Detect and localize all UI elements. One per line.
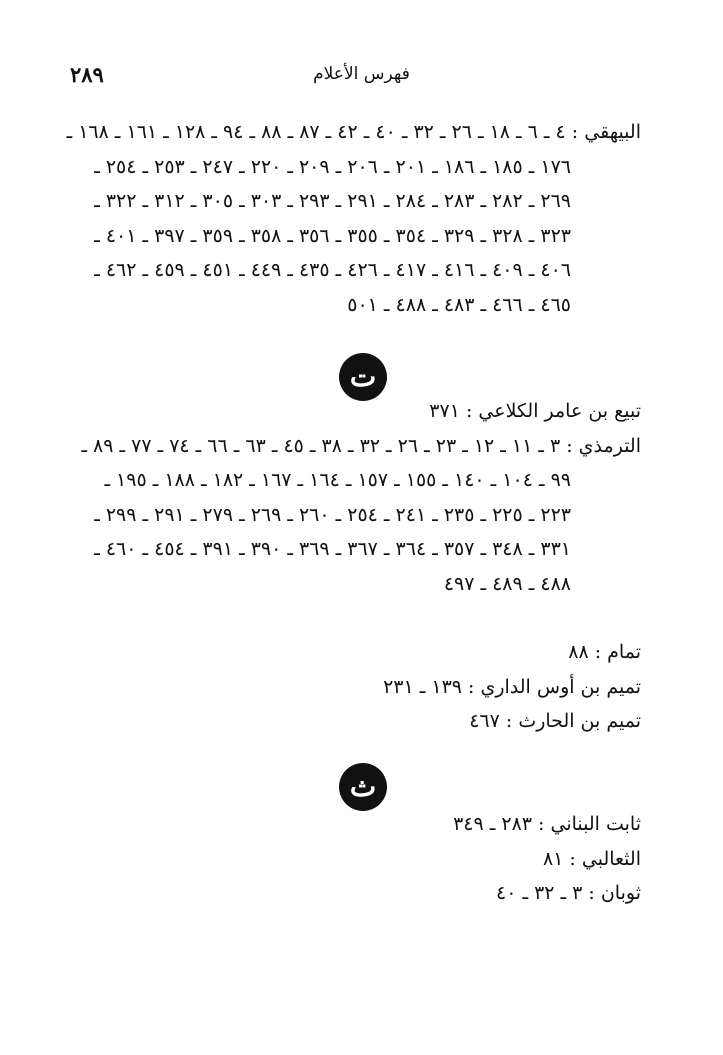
index-entry: الثعالبي : ٨١	[542, 847, 641, 870]
index-entry: تبيع بن عامر الكلاعي : ٣٧١	[429, 400, 641, 422]
entries-thaa	[70, 807, 641, 911]
index-entry: تميم بن أوس الداري : ١٣٩ ـ ٢٣١	[383, 675, 641, 698]
index-entry: تمام : ٨٨	[568, 641, 641, 663]
index-entry-continuation: ٣٣١ ـ ٣٤٨ ـ ٣٥٧ ـ ٣٦٤ ـ ٣٦٧ ـ ٣٦٩ ـ ٣٩٠ ـ ٣٩١ ـ ٤٥٤ ـ ٤٦٠ ـ	[94, 538, 571, 560]
index-entry-continuation: ٩٩ ـ ١٠٤ ـ ١٤٠ ـ ١٥٥ ـ ١٥٧ ـ ١٦٤ ـ ١٦٧ ـ ١٨٢ ـ ١٨٨ ـ ١٩٥ ـ	[104, 469, 571, 491]
index-entry-continuation: ١٧٦ ـ ١٨٥ ـ ١٨٦ ـ ٢٠١ ـ ٢٠٦ ـ ٢٠٩ ـ ٢٢٠ ـ ٢٤٧ ـ ٢٥٣ ـ ٢٥٤ ـ	[94, 155, 571, 178]
index-entry: ثوبان : ٣ ـ ٣٢ ـ ٤٠	[496, 882, 641, 904]
entries-taa	[70, 394, 641, 601]
section-letter-taa: ت	[339, 353, 387, 401]
page-header	[70, 62, 653, 92]
section-letter-thaa: ث	[339, 763, 387, 811]
index-entry-continuation: ٣٢٣ ـ ٣٢٨ ـ ٣٢٩ ـ ٣٥٤ ـ ٣٥٥ ـ ٣٥٦ ـ ٣٥٨ ـ ٣٥٩ ـ ٣٩٧ ـ ٤٠١ ـ	[94, 224, 571, 247]
index-entry: البيهقي : ٤ ـ ٦ ـ ١٨ ـ ٢٦ ـ ٣٢ ـ ٤٠ ـ ٤٢ ـ ٨٧ ـ ٨٨ ـ ٩٤ ـ ١٢٨ ـ ١٦١ ـ ١٦٨ ـ	[66, 121, 641, 143]
index-entry-continuation: ٤٠٦ ـ ٤٠٩ ـ ٤١٦ ـ ٤١٧ ـ ٤٢٦ ـ ٤٣٥ ـ ٤٤٩ ـ ٤٥١ ـ ٤٥٩ ـ ٤٦٢ ـ	[94, 259, 571, 281]
index-entry: تميم بن الحارث : ٤٦٧	[469, 710, 641, 732]
index-entry-continuation: ٢٦٩ ـ ٢٨٢ ـ ٢٨٣ ـ ٢٨٤ ـ ٢٩١ ـ ٢٩٣ ـ ٣٠٣ ـ ٣٠٥ ـ ٣١٢ ـ ٣٢٢ ـ	[94, 190, 571, 212]
index-entry-continuation: ٤٨٨ ـ ٤٨٩ ـ ٤٩٧	[443, 572, 571, 595]
entries-baa	[66, 115, 641, 322]
index-entry: الترمذي : ٣ ـ ١١ ـ ١٢ ـ ٢٣ ـ ٢٦ ـ ٣٢ ـ ٣٨ ـ ٤٥ ـ ٦٣ ـ ٦٦ ـ ٧٤ ـ ٧٧ ـ ٨٩ ـ	[81, 434, 641, 457]
index-entry-continuation: ٤٦٥ ـ ٤٦٦ ـ ٤٨٣ ـ ٤٨٨ ـ ٥٠١	[347, 293, 571, 316]
page-number: ٢٨٩	[70, 62, 104, 87]
running-title: فهرس الأعلام	[313, 64, 410, 84]
index-entry: ثابت البناني : ٢٨٣ ـ ٣٤٩	[453, 813, 641, 835]
entries-taa-b	[70, 635, 641, 739]
index-entry-continuation: ٢٢٣ ـ ٢٢٥ ـ ٢٣٥ ـ ٢٤١ ـ ٢٥٤ ـ ٢٦٠ ـ ٢٦٩ ـ ٢٧٩ ـ ٢٩١ ـ ٢٩٩ ـ	[94, 503, 571, 526]
